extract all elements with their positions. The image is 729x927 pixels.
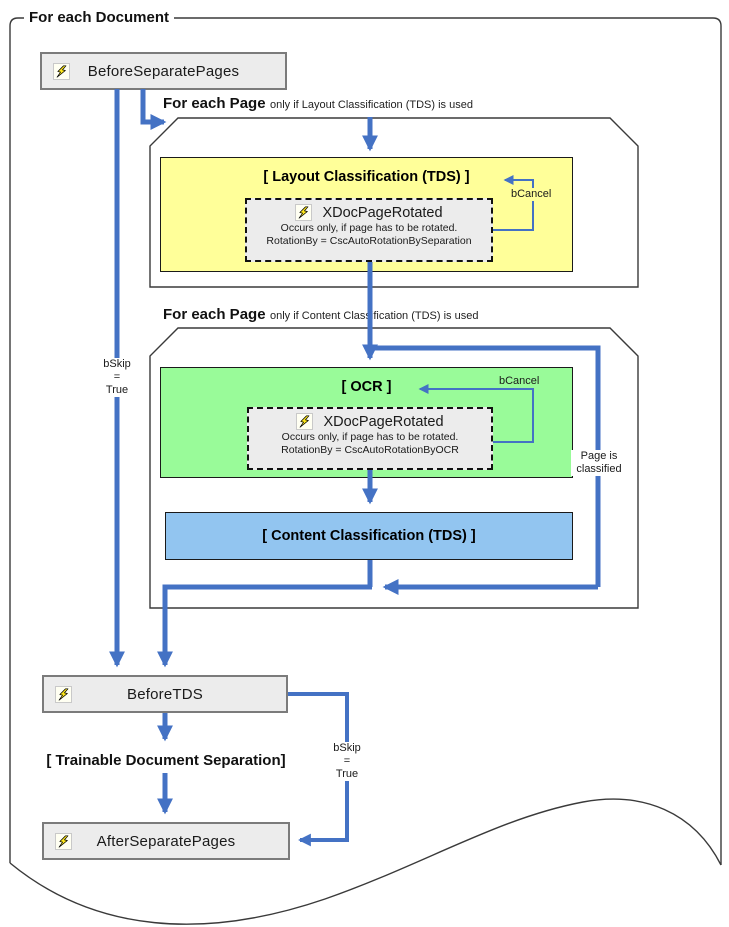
event-label: AfterSeparatePages	[96, 832, 236, 850]
page-is-classified-label: Page is classified	[571, 450, 627, 476]
lightning-bolt-icon	[53, 63, 70, 80]
event-note: Occurs only, if page has to be rotated.	[280, 222, 458, 234]
event-label: BeforeTDS	[127, 685, 203, 703]
page-loop-2-condition: only if Content Classification (TDS) is used	[270, 310, 479, 322]
event-label: BeforeSeparatePages	[87, 62, 240, 80]
stage-content-classification-title: [ Content Classification (TDS) ]	[262, 528, 476, 544]
stage-layout-classification-title: [ Layout Classification (TDS) ]	[263, 169, 470, 185]
document-frame-wave-edge	[10, 799, 721, 924]
event-note: RotationBy = CscAutoRotationByOCR	[281, 444, 459, 456]
lightning-bolt-icon	[295, 204, 312, 221]
event-xdocpagerotated-ocr	[247, 407, 493, 470]
page-loop-1-label	[163, 95, 473, 113]
page-loop-1-condition: only if Layout Classification (TDS) is used	[270, 99, 473, 111]
bskip-true-label-right: bSkip = True	[326, 742, 368, 781]
event-xdocpagerotated-layout	[245, 198, 493, 262]
trainable-document-separation-label: [ Trainable Document Separation]	[46, 752, 286, 769]
event-after-separate-pages	[42, 822, 290, 860]
stage-ocr-title: [ OCR ]	[341, 379, 392, 395]
event-name: XDocPageRotated	[323, 413, 444, 430]
lightning-bolt-icon	[55, 833, 72, 850]
stage-content-classification	[165, 512, 573, 560]
bcancel-label-layout: bCancel	[511, 188, 552, 200]
lightning-bolt-icon	[296, 413, 313, 430]
bcancel-label-ocr: bCancel	[499, 375, 540, 387]
page-loop-1-title: For each Page	[163, 95, 266, 112]
page-loop-2-title: For each Page	[163, 306, 266, 323]
event-before-separate-pages	[40, 52, 287, 90]
page-loop-2-label	[163, 306, 478, 324]
event-name: XDocPageRotated	[322, 204, 443, 221]
event-note: RotationBy = CscAutoRotationBySeparation	[266, 235, 472, 247]
event-note: Occurs only, if page has to be rotated.	[281, 431, 459, 443]
lightning-bolt-icon	[55, 686, 72, 703]
bskip-true-label-left: bSkip = True	[96, 358, 138, 397]
document-loop-label: For each Document	[24, 9, 174, 26]
event-before-tds	[42, 675, 288, 713]
